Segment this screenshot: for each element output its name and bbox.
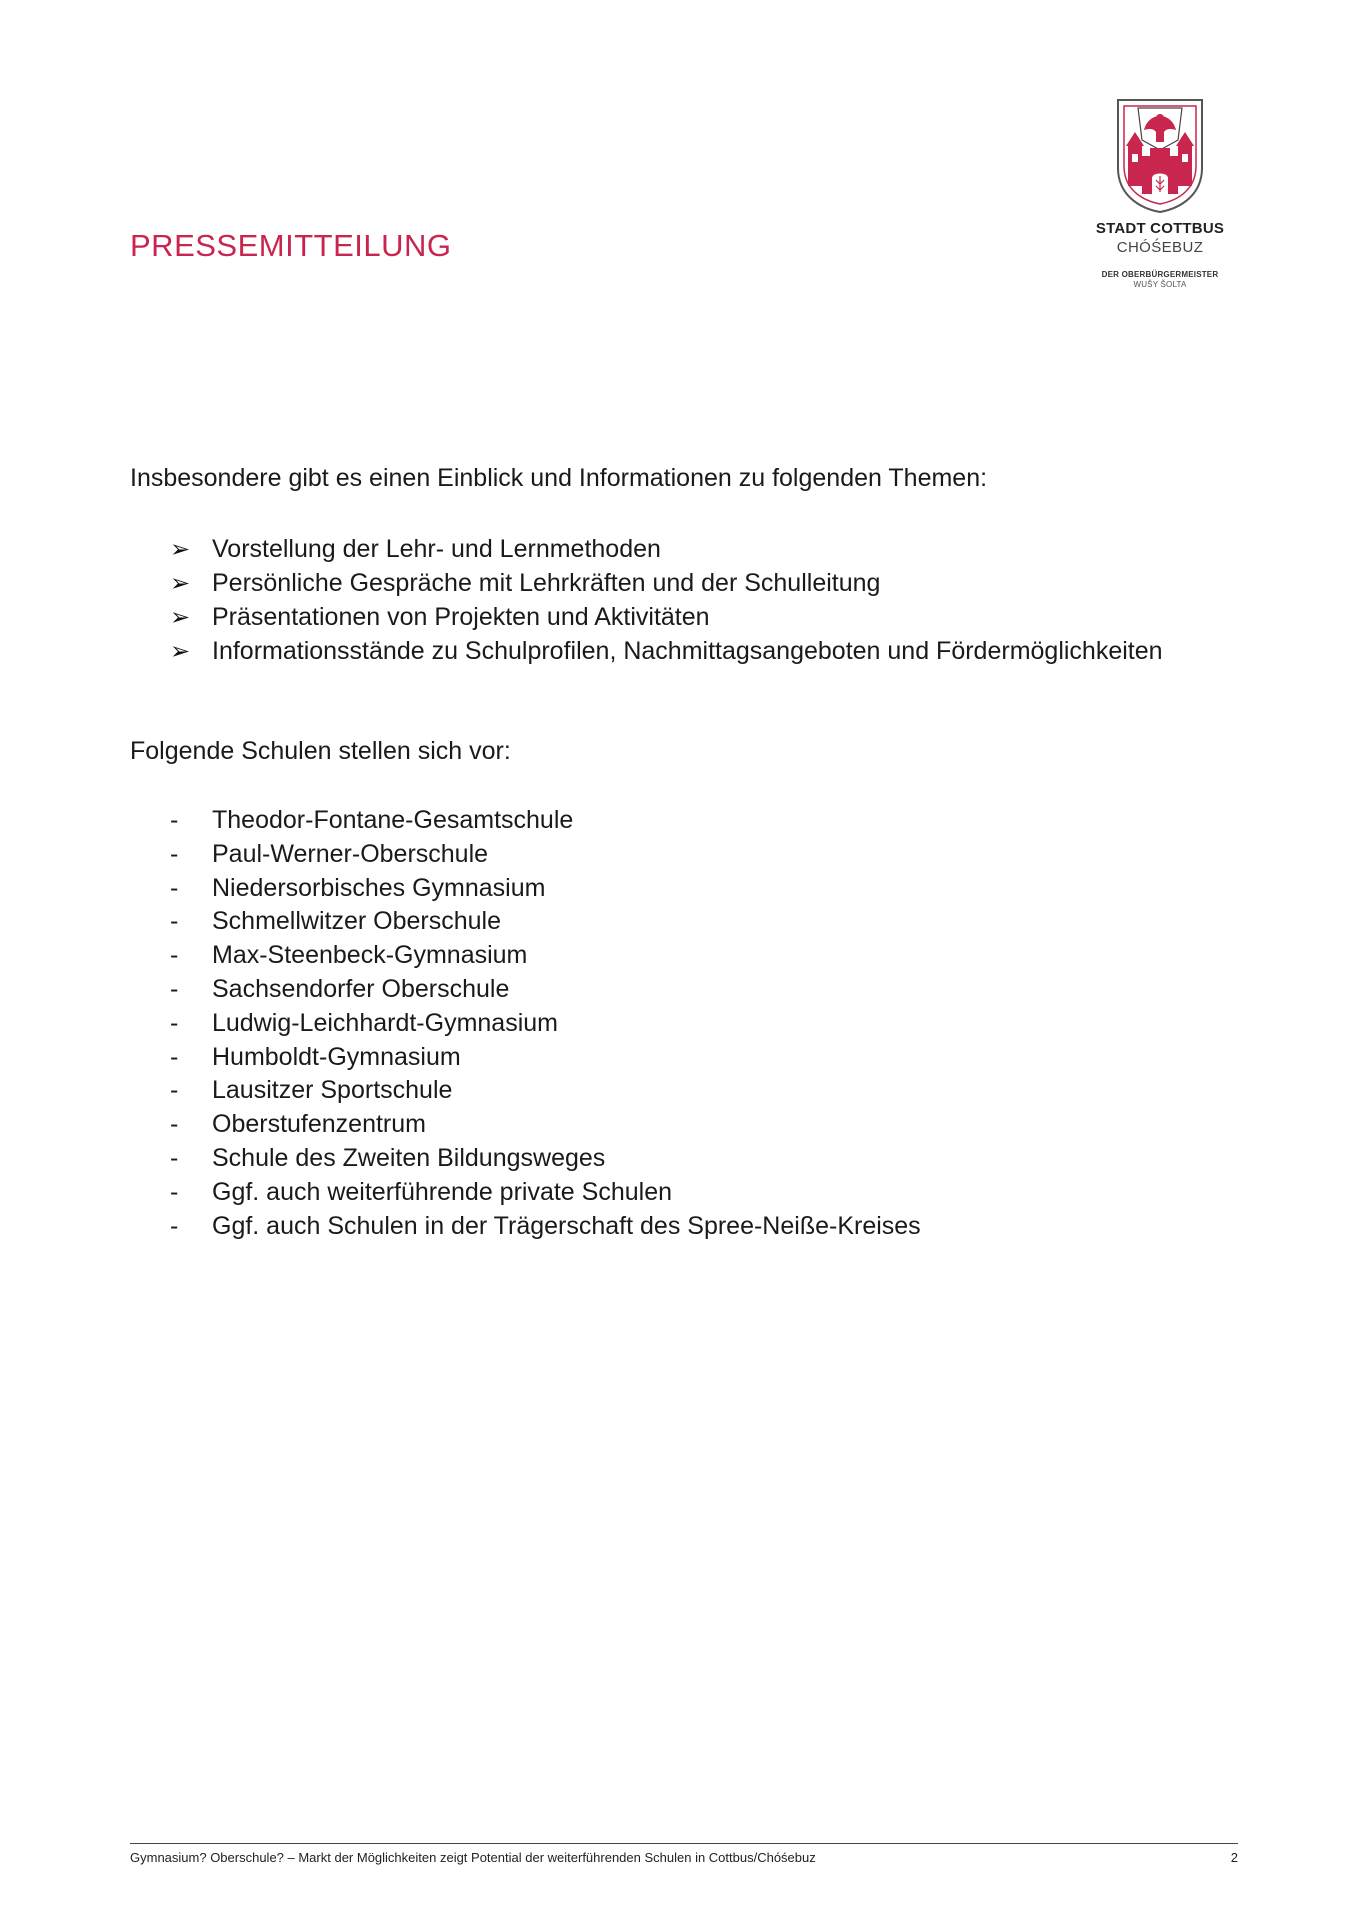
school-name: Sachsendorfer Oberschule — [212, 974, 510, 1003]
topics-intro: Insbesondere gibt es einen Einblick und Informationen zu folgenden Themen: — [130, 464, 988, 492]
city-name: STADT COTTBUS — [1095, 220, 1225, 237]
dash-bullet: - — [170, 1177, 179, 1206]
school-name: Paul-Werner-Oberschule — [212, 839, 489, 868]
school-name: Lausitzer Sportschule — [212, 1076, 453, 1105]
school-name: Ggf. auch Schulen in der Trägerschaft des Spree-Neiße-Kreises — [212, 1211, 921, 1240]
list-item — [170, 532, 1163, 566]
arrow-bullet-icon: ➢ — [170, 570, 191, 597]
office-title: DER OBERBÜRGERMEISTER — [1101, 270, 1219, 279]
dash-bullet: - — [170, 839, 179, 868]
list-item — [170, 1108, 921, 1142]
schools-intro: Folgende Schulen stellen sich vor: — [130, 737, 511, 765]
school-name: Niedersorbisches Gymnasium — [212, 873, 546, 902]
arrow-bullet-icon: ➢ — [170, 604, 191, 631]
dash-bullet: - — [170, 1110, 179, 1139]
list-item — [170, 1142, 921, 1176]
dash-bullet: - — [170, 1211, 179, 1240]
dash-bullet: - — [170, 1076, 179, 1105]
list-item — [170, 905, 921, 939]
list-item — [170, 600, 1163, 634]
topic-text: Informationsstände zu Schulprofilen, Nachmittagsangeboten und Fördermöglichkeiten — [212, 637, 1163, 665]
list-item — [170, 634, 1163, 668]
city-name-sorbian: CHÓŚEBUZ — [1116, 239, 1204, 256]
dash-bullet: - — [170, 941, 179, 970]
footer-text: Gymnasium? Oberschule? – Markt der Möglichkeiten zeigt Potential der weiterführenden Schulen in Cottbus/Chóśebuz — [130, 1850, 816, 1865]
school-name: Schmellwitzer Oberschule — [212, 907, 501, 936]
office-title-sorbian: WUŠY ŠOLTA — [1133, 280, 1187, 289]
dash-bullet: - — [170, 873, 179, 902]
list-item — [170, 1041, 921, 1075]
list-item — [170, 872, 921, 906]
footer-divider — [130, 1843, 1238, 1844]
arrow-bullet-icon: ➢ — [170, 536, 191, 563]
list-item — [170, 973, 921, 1007]
dash-bullet: - — [170, 1042, 179, 1071]
school-name: Theodor-Fontane-Gesamtschule — [212, 806, 574, 834]
dash-bullet: - — [170, 974, 179, 1003]
topic-text: Vorstellung der Lehr- und Lernmethoden — [212, 535, 661, 563]
school-name: Schule des Zweiten Bildungsweges — [212, 1143, 606, 1172]
list-item — [170, 939, 921, 973]
dash-bullet: - — [170, 806, 179, 834]
dash-bullet: - — [170, 907, 179, 936]
list-item — [170, 1007, 921, 1041]
topic-text: Persönliche Gespräche mit Lehrkräften und der Schulleitung — [212, 569, 881, 597]
dash-bullet: - — [170, 1008, 179, 1037]
school-name: Max-Steenbeck-Gymnasium — [212, 941, 528, 970]
school-name: Humboldt-Gymnasium — [212, 1042, 461, 1071]
school-name: Oberstufenzentrum — [212, 1110, 426, 1139]
list-item — [170, 1176, 921, 1210]
list-item — [170, 804, 921, 838]
page-number: 2 — [1230, 1850, 1238, 1865]
dash-bullet: - — [170, 1143, 179, 1172]
school-name: Ludwig-Leichhardt-Gymnasium — [212, 1008, 558, 1037]
schools-list — [170, 804, 921, 1243]
coat-of-arms-icon — [1114, 96, 1206, 214]
list-item — [170, 1210, 921, 1244]
school-name: Ggf. auch weiterführende private Schulen — [212, 1177, 672, 1206]
list-item — [170, 838, 921, 872]
city-logo — [1080, 96, 1240, 289]
list-item — [170, 1074, 921, 1108]
topics-list — [170, 532, 1163, 668]
arrow-bullet-icon: ➢ — [170, 638, 191, 665]
list-item — [170, 566, 1163, 600]
page-title: PRESSEMITTEILUNG — [130, 228, 452, 263]
topic-text: Präsentationen von Projekten und Aktivitäten — [212, 603, 710, 631]
